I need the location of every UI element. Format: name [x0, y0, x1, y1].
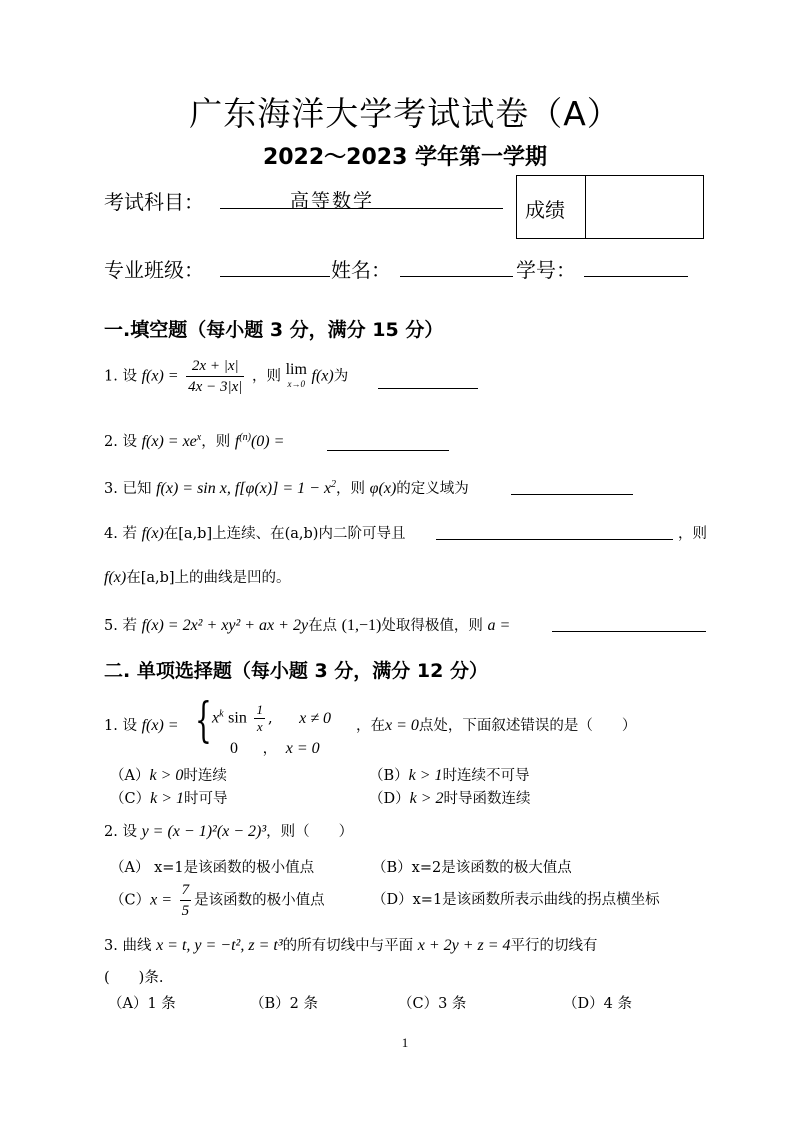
s1-question-2: 2. 设 $f(x) = xe^x$，则 $f^{(n)}(0)$ = [104, 432, 285, 450]
s1-q4-tail: ，则 [678, 526, 707, 542]
id-label: 学号： [516, 258, 576, 282]
exam-title: 广东海洋大学考试试卷（A） [189, 94, 621, 133]
s2-q3-option-c[interactable]: （C）3 条 [398, 996, 467, 1012]
s1-question-5: 5. 若 f(x) = 2x² + xy² + ax + 2y在点 (1,−1)处取得极值，则 a = [104, 617, 511, 634]
exam-term: 2022～2023 学年第一学期 [262, 145, 548, 170]
section1-title: 一.填空题（每小题 3 分，满分 15 分） [104, 319, 444, 341]
s1-q3-answer[interactable] [511, 494, 633, 495]
s2-question-3-line2: ( )条. [104, 970, 164, 986]
class-field[interactable] [220, 276, 330, 277]
name-field[interactable] [400, 276, 513, 277]
s1-q5-answer[interactable] [552, 631, 706, 632]
subject-label: 考试科目： [104, 190, 204, 214]
s1-q2-answer[interactable] [327, 450, 449, 451]
s2-question-1-lead: 1. 设 f(x) = [104, 717, 179, 734]
s1-question-1: 1. 设 f(x) = $\frac{2x + |x|}{4x - 3|x|}$ ，则 lim x→0 f(x)为 [104, 358, 349, 395]
s2-q3-option-d[interactable]: （D）4 条 [563, 996, 632, 1012]
score-input[interactable] [586, 176, 701, 236]
s2-q2-option-c[interactable]: （C）x = $\frac{7}{5}$ 是该函数的极小值点 [110, 882, 325, 919]
s2-question-3: 3. 曲线 x = t, y = −t², z = t³的所有切线中与平面 x + 2y + z = 4平行的切线有 [104, 937, 598, 954]
s2-q1-option-b[interactable]: （B）k > 1时连续不可导 [369, 767, 530, 784]
s1-q1-answer[interactable] [378, 388, 478, 389]
piecewise-case-1: $x^k$ sin $\frac{1}{x}$ , x ≠ 0 [212, 702, 332, 734]
s1-question-4: 4. 若 f(x)在[a,b]上连续、在(a,b)内二阶可导且 [104, 525, 406, 542]
s2-q3-option-a[interactable]: （A）1 条 [108, 996, 176, 1012]
s1-q4-answer[interactable] [436, 539, 673, 540]
piecewise-case-2: 0 ， x = 0 [230, 740, 320, 757]
page-number: 1 [401, 1035, 409, 1050]
id-field[interactable] [584, 276, 688, 277]
class-label: 专业班级： [104, 258, 204, 282]
s2-q2-option-d[interactable]: （D）x=1是该函数所表示曲线的拐点横坐标 [372, 892, 660, 908]
piecewise-brace: { [195, 692, 212, 748]
s2-q1-option-a[interactable]: （A）k > 0时连续 [110, 767, 227, 784]
s2-q3-option-b[interactable]: （B）2 条 [250, 996, 318, 1012]
s1-question-4-line2: f(x)在[a,b]上的曲线是凹的。 [104, 569, 291, 586]
s2-question-1-tail: ，在x = 0点处，下面叙述错误的是（ ） [356, 717, 637, 734]
s2-q1-option-d[interactable]: （D）k > 2时导函数连续 [369, 790, 531, 807]
s2-question-2: 2. 设 y = (x − 1)²(x − 2)³，则（ ） [104, 823, 354, 840]
subject-value: 高等数学 [290, 190, 375, 212]
name-label: 姓名： [331, 258, 391, 282]
s1-question-3: 3. 已知 f(x) = sin x, $f[\varphi(x)] = 1 - x^2$，则 φ(x)的定义域为 [104, 479, 469, 497]
score-label: 成绩 [525, 198, 565, 222]
s2-q2-option-a[interactable]: （A） x=1是该函数的极小值点 [110, 860, 315, 876]
s2-q1-option-c[interactable]: （C）k > 1时可导 [110, 790, 228, 807]
section2-title: 二. 单项选择题（每小题 3 分，满分 12 分） [104, 660, 488, 682]
s2-q2-option-b[interactable]: （B）x=2是该函数的极大值点 [372, 860, 572, 876]
